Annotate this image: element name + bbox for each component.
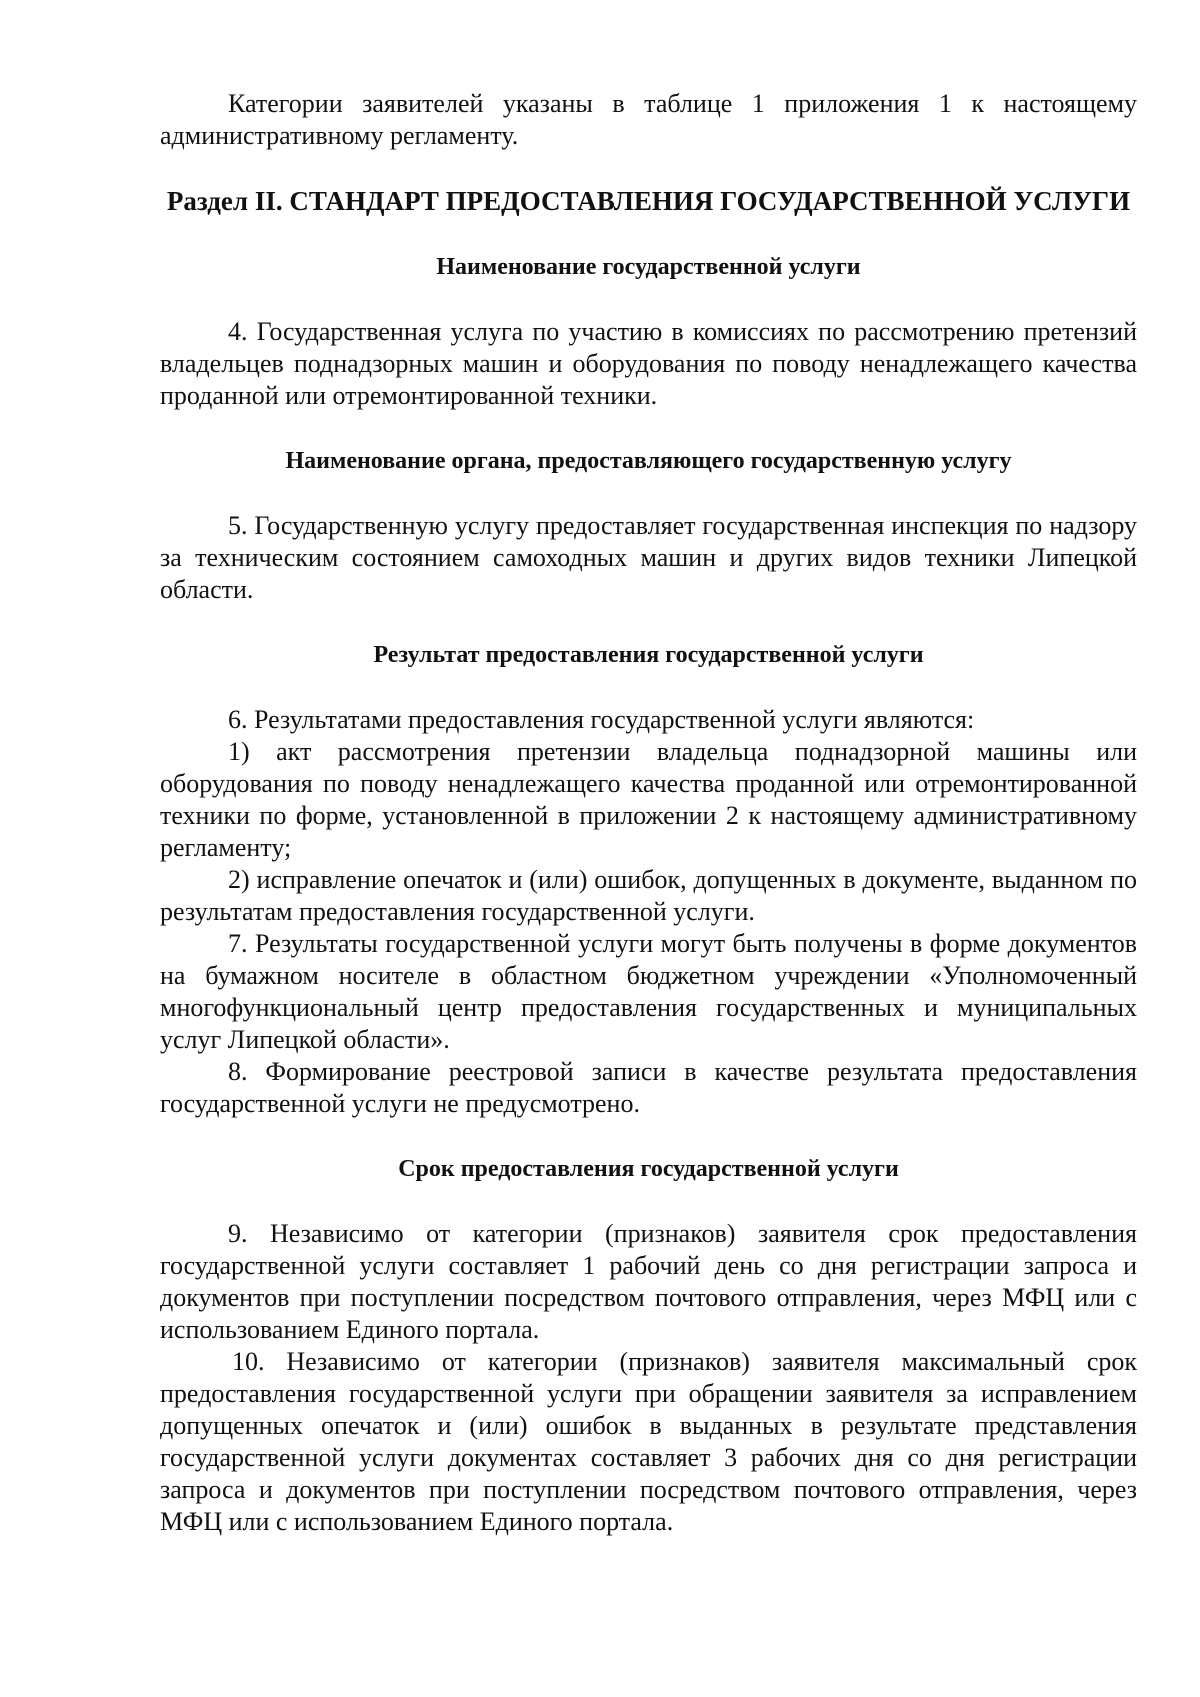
intro-paragraph: Категории заявителей указаны в таблице 1 приложения 1 к настоящему административному регламенту. xyxy=(160,89,1137,150)
paragraph-5: 5. Государственную услугу предоставляет государственная инспекция по надзору за техническим состоянием самоходных машин и других видов техники Липецкой области. xyxy=(160,511,1137,604)
heading-service-name: Наименование государственной услуги xyxy=(436,254,861,280)
paragraph-6-item-2: 2) исправление опечаток и (или) ошибок, допущенных в документе, выданном по результатам предоставления государственной услуги. xyxy=(160,865,1137,926)
paragraph-10: 10. Независимо от категории (признаков) заявителя максимальный срок предоставления государственной услуги при обращении заявителя за исправлением допущенных опечаток и (или) ошибок в выданных в результате представления государственной услуги документах составляет 3 рабочих дня со дня регистрации запроса и документов при поступлении посредством почтового отправления, через МФЦ или с использованием Единого портала. xyxy=(160,1347,1137,1536)
heading-authority-name: Наименование органа, предоставляющего государственную услугу xyxy=(285,448,1012,474)
paragraph-8: 8. Формирование реестровой записи в качестве результата предоставления государственной услуги не предусмотрено. xyxy=(160,1057,1137,1118)
section-title: Раздел II. СТАНДАРТ ПРЕДОСТАВЛЕНИЯ ГОСУДАРСТВЕННОЙ УСЛУГИ xyxy=(166,186,1131,216)
paragraph-6: 6. Результатами предоставления государственной услуги являются: xyxy=(228,705,975,734)
document-page xyxy=(160,88,1137,1538)
paragraph-4: 4. Государственная услуга по участию в комиссиях по рассмотрению претензий владельцев поднадзорных машин и оборудования по поводу ненадлежащего качества проданной или отремонтированной техники. xyxy=(160,317,1137,410)
heading-term: Срок предоставления государственной услуги xyxy=(398,1156,899,1182)
paragraph-7: 7. Результаты государственной услуги могут быть получены в форме документов на бумажном носителе в областном бюджетном учреждении «Уполномоченный многофункциональный центр предоставления государственных и муниципальных услуг Липецкой области». xyxy=(160,929,1137,1054)
paragraph-6-item-1: 1) акт рассмотрения претензии владельца поднадзорной машины или оборудования по поводу ненадлежащего качества проданной или отремонтированной техники по форме, установленной в приложении 2 к настоящему административному регламенту; xyxy=(160,737,1137,862)
heading-result: Результат предоставления государственной услуги xyxy=(373,642,924,668)
paragraph-9: 9. Независимо от категории (признаков) заявителя срок предоставления государственной услуги составляет 1 рабочий день со дня регистрации запроса и документов при поступлении посредством почтового отправления, через МФЦ или с использованием Единого портала. xyxy=(160,1219,1137,1344)
